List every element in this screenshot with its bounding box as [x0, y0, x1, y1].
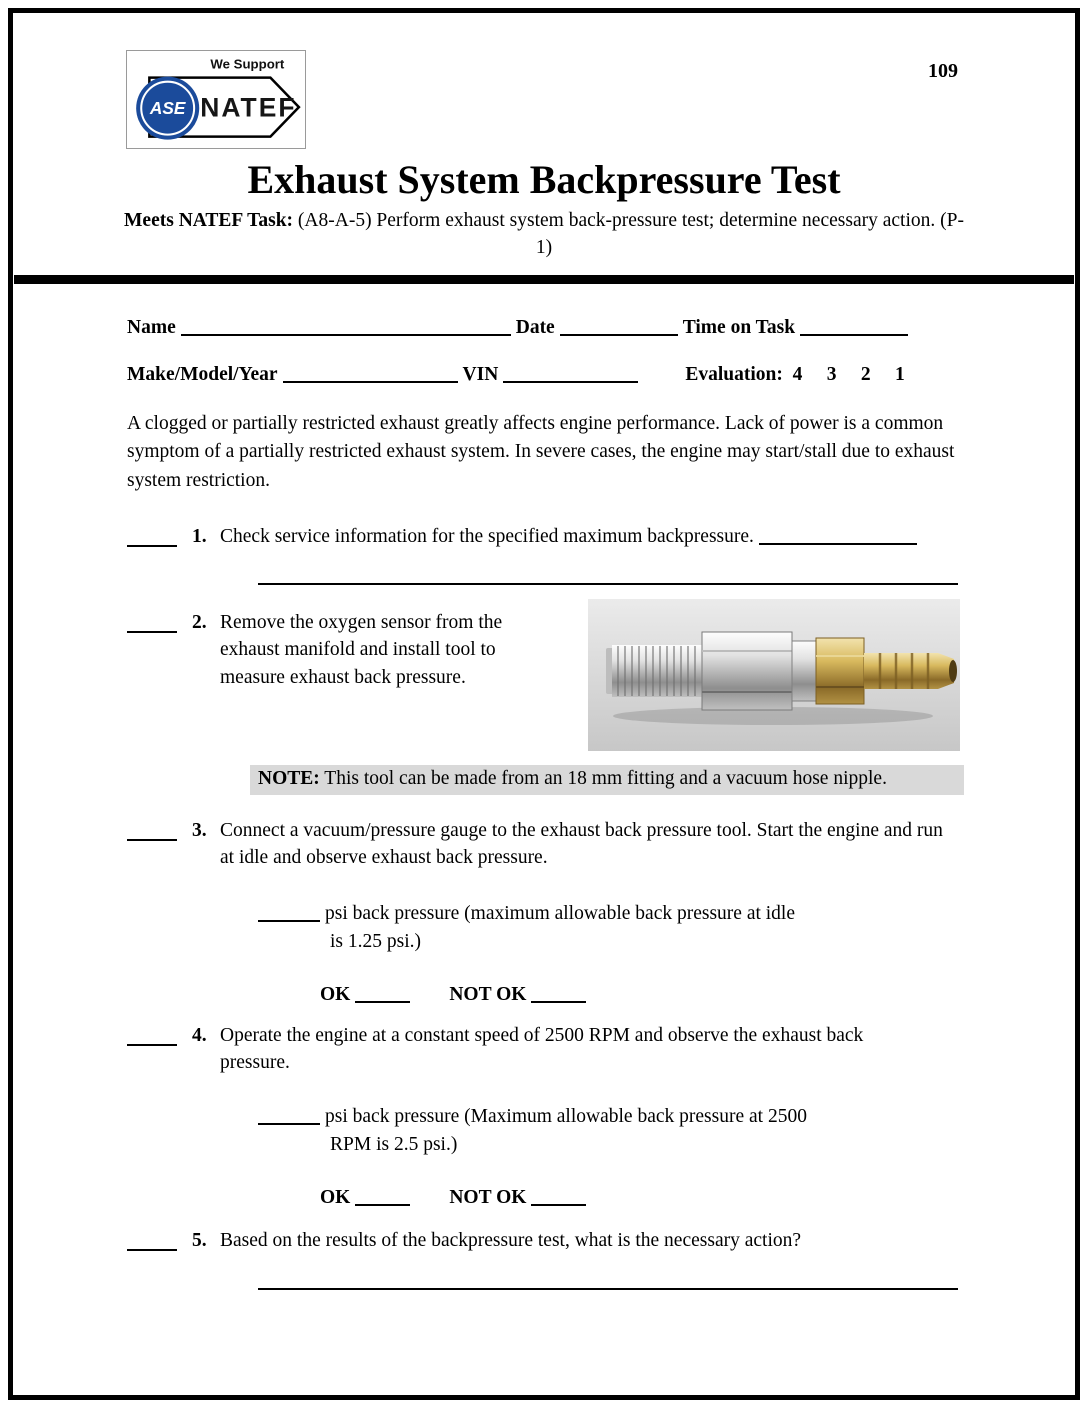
idle-ok-line	[320, 981, 960, 1006]
not-ok-label: NOT OK	[449, 983, 527, 1005]
ok-label-2: OK	[320, 1186, 351, 1208]
idle-psi-block	[258, 900, 960, 957]
backpressure-tool-photo	[588, 599, 960, 751]
name-label: Name	[127, 316, 176, 338]
name-date-line	[127, 314, 960, 339]
name-blank	[181, 314, 511, 336]
backpressure-tool-illustration	[588, 599, 960, 751]
not-ok-blank	[531, 981, 586, 1003]
not-ok-blank-2	[531, 1184, 586, 1206]
rpm-psi-block	[258, 1103, 960, 1160]
note-box	[250, 765, 964, 795]
vin-label: VIN	[462, 363, 499, 385]
step-1-answer-blank	[759, 523, 917, 545]
step-4	[127, 1022, 960, 1077]
note-label: NOTE:	[258, 767, 320, 789]
ok-blank	[355, 981, 410, 1003]
rpm-psi-line	[258, 1103, 960, 1131]
step-3-text: Connect a vacuum/pressure gauge to the exhaust back pressure tool. Start the engine and run at idle and observe exhaust back pressure.	[220, 819, 943, 869]
intro-paragraph: A clogged or partially restricted exhaust greatly affects engine performance. Lack of power is a common symptom of a partially restricted exhaust system. In severe cases, the engine may start/stall due to exhaust system restriction.	[127, 412, 955, 491]
step-3-completion-blank	[127, 817, 177, 841]
final-answer-line	[258, 1288, 958, 1290]
rpm-psi-text-2: RPM is 2.5 psi.)	[330, 1134, 458, 1156]
worksheet-body	[0, 314, 1088, 1291]
step-1-number: 1.	[192, 526, 207, 547]
step-3	[127, 817, 960, 872]
step-2	[127, 609, 960, 751]
evaluation-scale: 4 3 2 1	[792, 363, 905, 385]
step-5-completion-blank	[127, 1227, 177, 1251]
step-4-completion-blank	[127, 1022, 177, 1046]
we-support-label: We Support	[210, 56, 285, 72]
make-model-year-label: Make/Model/Year	[127, 363, 278, 385]
not-ok-label-2: NOT OK	[449, 1186, 527, 1208]
rpm-ok-line	[320, 1184, 960, 1209]
page-header	[0, 0, 1088, 150]
natef-wordmark: NATEF	[200, 92, 297, 123]
step-1	[127, 523, 960, 551]
page-title: Exhaust System Backpressure Test	[247, 157, 841, 202]
date-blank	[560, 314, 678, 336]
idle-psi-text: psi back pressure (maximum allowable back pressure at idle	[325, 903, 796, 925]
step-5-text: Based on the results of the backpressure test, what is the necessary action?	[220, 1229, 802, 1251]
note-text: This tool can be made from an 18 mm fitting and a vacuum hose nipple.	[324, 767, 887, 789]
date-label: Date	[515, 316, 555, 338]
ok-blank-2	[355, 1184, 410, 1206]
step-4-number: 4.	[192, 1024, 207, 1046]
make-model-year-blank	[283, 361, 458, 383]
step-2-number: 2.	[192, 611, 207, 633]
page-number: 109	[928, 60, 958, 82]
idle-psi-text-2: is 1.25 psi.)	[330, 931, 422, 953]
step-1-instruction: Check service information for the specified maximum backpressure.	[220, 526, 754, 547]
natef-logo-graphic	[127, 51, 305, 148]
step-5	[127, 1227, 960, 1255]
step-1-text	[220, 523, 960, 551]
idle-psi-blank	[258, 900, 320, 922]
rpm-psi-text: psi back pressure (Maximum allowable back pressure at 2500	[325, 1105, 807, 1127]
step-5-number: 5.	[192, 1229, 207, 1251]
step-1-completion-blank	[127, 523, 177, 547]
step-3-number: 3.	[192, 819, 207, 841]
rpm-psi-blank	[258, 1103, 320, 1125]
evaluation-label: Evaluation:	[685, 363, 783, 385]
time-on-task-label: Time on Task	[682, 316, 796, 338]
task-text: (A8-A-5) Perform exhaust system back-pressure test; determine necessary action. (P-1)	[297, 210, 964, 259]
header-rule	[14, 275, 1074, 284]
vehicle-line	[127, 361, 960, 386]
step-1-answer-line	[258, 583, 958, 585]
natef-task-line	[116, 207, 972, 262]
ok-label: OK	[320, 983, 351, 1005]
idle-psi-line	[258, 900, 960, 928]
step-4-text: Operate the engine at a constant speed of 2500 RPM and observe the exhaust back pressure.	[220, 1024, 864, 1074]
step-2-completion-blank	[127, 609, 177, 633]
time-on-task-blank	[800, 314, 908, 336]
vin-blank	[503, 361, 638, 383]
step-2-text: Remove the oxygen sensor from the exhaust manifold and install tool to measure exhaust back pressure.	[220, 611, 503, 689]
natef-logo	[126, 50, 306, 149]
ase-wordmark: ASE	[149, 98, 186, 119]
task-label: Meets NATEF Task:	[124, 210, 294, 231]
